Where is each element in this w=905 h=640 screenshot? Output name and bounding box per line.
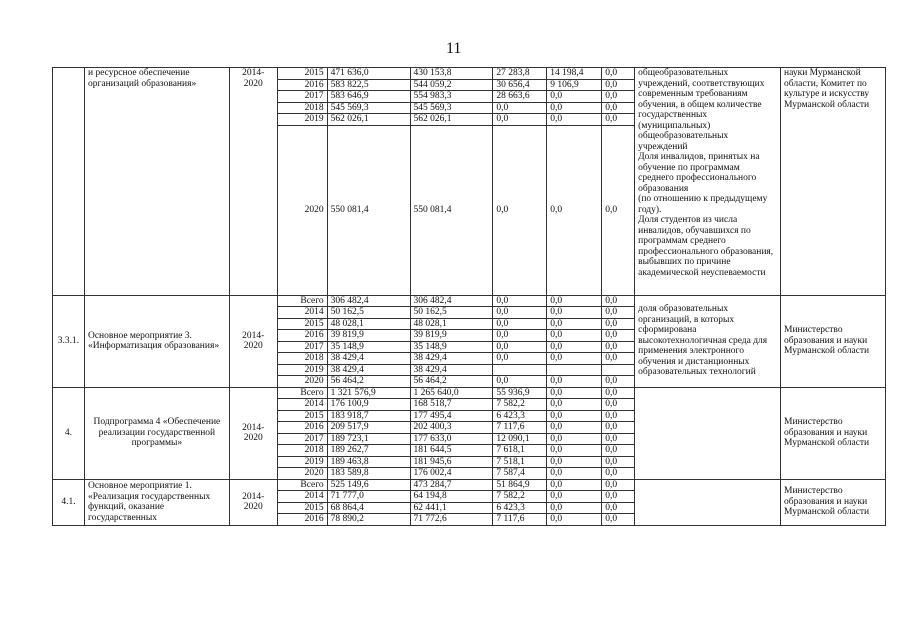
value-cell bbox=[547, 364, 602, 376]
value-cell: 7 117,6 bbox=[493, 514, 547, 526]
year-cell: 2014 bbox=[277, 307, 327, 319]
total-cell: 39 819,9 bbox=[327, 330, 410, 342]
value-cell: 30 656,4 bbox=[493, 79, 547, 91]
value-cell: 0,0 bbox=[493, 376, 547, 388]
total-cell: 35 148,9 bbox=[327, 341, 410, 353]
value-cell: 0,0 bbox=[602, 376, 635, 388]
row-number bbox=[53, 68, 85, 296]
value-cell: 0,0 bbox=[602, 307, 635, 319]
value-cell: 0,0 bbox=[602, 445, 635, 457]
value-cell: 0,0 bbox=[602, 456, 635, 468]
row-number: 3.3.1. bbox=[53, 295, 85, 387]
value-cell: 562 026,1 bbox=[410, 114, 493, 126]
year-cell: 2020 bbox=[277, 468, 327, 480]
executor-cell: Министерство образования и науки Мурманской области bbox=[781, 387, 886, 479]
value-cell: 473 284,7 bbox=[410, 479, 493, 491]
total-cell: 550 081,4 bbox=[327, 125, 410, 295]
executor-cell: науки Мурманской области, Комитет по культуре и искусству Мурманской области bbox=[781, 68, 886, 296]
value-cell: 0,0 bbox=[602, 410, 635, 422]
activity-name: Подпрограмма 4 «Обеспечение реализации государственной программы» bbox=[84, 387, 229, 479]
total-cell: 71 777,0 bbox=[327, 491, 410, 503]
value-cell: 0,0 bbox=[547, 479, 602, 491]
term-cell: 2014- 2020 bbox=[229, 387, 277, 479]
value-cell: 0,0 bbox=[602, 91, 635, 103]
value-cell: 7 587,4 bbox=[493, 468, 547, 480]
value-cell: 71 772,6 bbox=[410, 514, 493, 526]
value-cell: 0,0 bbox=[547, 502, 602, 514]
total-cell: 78 890,2 bbox=[327, 514, 410, 526]
value-cell: 545 569,3 bbox=[410, 102, 493, 114]
year-cell: 2018 bbox=[277, 445, 327, 457]
value-cell: 181 644,5 bbox=[410, 445, 493, 457]
budget-table bbox=[52, 67, 886, 526]
total-cell: 583 822,5 bbox=[327, 79, 410, 91]
value-cell: 7 117,6 bbox=[493, 422, 547, 434]
value-cell: 0,0 bbox=[602, 341, 635, 353]
value-cell: 0,0 bbox=[602, 468, 635, 480]
total-cell: 38 429,4 bbox=[327, 353, 410, 365]
executor-cell: Министерство образования и науки Мурманской области bbox=[781, 479, 886, 525]
year-cell: 2016 bbox=[277, 330, 327, 342]
value-cell: 38 429,4 bbox=[410, 364, 493, 376]
value-cell bbox=[493, 364, 547, 376]
value-cell: 0,0 bbox=[547, 353, 602, 365]
total-cell: 38 429,4 bbox=[327, 364, 410, 376]
table-row bbox=[53, 68, 886, 80]
value-cell: 0,0 bbox=[602, 102, 635, 114]
value-cell: 0,0 bbox=[493, 307, 547, 319]
total-cell: 189 723,1 bbox=[327, 433, 410, 445]
value-cell: 56 464,2 bbox=[410, 376, 493, 388]
value-cell: 0,0 bbox=[547, 456, 602, 468]
total-cell: 209 517,9 bbox=[327, 422, 410, 434]
value-cell: 0,0 bbox=[493, 295, 547, 307]
value-cell: 554 983,3 bbox=[410, 91, 493, 103]
total-cell: 189 262,7 bbox=[327, 445, 410, 457]
year-cell: 2016 bbox=[277, 422, 327, 434]
total-cell: 50 162,5 bbox=[327, 307, 410, 319]
term-cell: 2014- 2020 bbox=[229, 295, 277, 387]
indicator-cell: доля образовательных организаций, в которых сформирована высокотехнологичная среда для применения электронного обучения и дистанционных образовательных технологий bbox=[635, 295, 781, 387]
value-cell: 0,0 bbox=[602, 125, 635, 295]
term-cell: 2014- 2020 bbox=[229, 68, 277, 296]
value-cell: 0,0 bbox=[547, 91, 602, 103]
value-cell: 0,0 bbox=[602, 479, 635, 491]
value-cell: 306 482,4 bbox=[410, 295, 493, 307]
year-cell: 2014 bbox=[277, 399, 327, 411]
year-cell: 2020 bbox=[277, 376, 327, 388]
value-cell: 0,0 bbox=[547, 491, 602, 503]
indicator-cell bbox=[635, 479, 781, 525]
value-cell: 48 028,1 bbox=[410, 318, 493, 330]
value-cell: 62 441,1 bbox=[410, 502, 493, 514]
year-cell: 2019 bbox=[277, 114, 327, 126]
value-cell: 0,0 bbox=[547, 445, 602, 457]
value-cell: 55 936,9 bbox=[493, 387, 547, 399]
value-cell: 7 582,2 bbox=[493, 399, 547, 411]
year-cell: 2016 bbox=[277, 79, 327, 91]
value-cell: 544 059,2 bbox=[410, 79, 493, 91]
value-cell: 28 663,6 bbox=[493, 91, 547, 103]
value-cell: 38 429,4 bbox=[410, 353, 493, 365]
value-cell: 0,0 bbox=[493, 125, 547, 295]
value-cell: 0,0 bbox=[602, 502, 635, 514]
total-cell: 189 463,8 bbox=[327, 456, 410, 468]
value-cell: 0,0 bbox=[602, 79, 635, 91]
value-cell: 6 423,3 bbox=[493, 410, 547, 422]
value-cell: 0,0 bbox=[547, 433, 602, 445]
value-cell: 0,0 bbox=[547, 341, 602, 353]
value-cell: 0,0 bbox=[493, 318, 547, 330]
total-cell: 545 569,3 bbox=[327, 102, 410, 114]
value-cell: 0,0 bbox=[547, 307, 602, 319]
total-cell: 176 100,9 bbox=[327, 399, 410, 411]
indicator-cell bbox=[635, 387, 781, 479]
value-cell: 0,0 bbox=[602, 295, 635, 307]
total-cell: 562 026,1 bbox=[327, 114, 410, 126]
year-cell: 2015 bbox=[277, 318, 327, 330]
value-cell: 39 819,9 bbox=[410, 330, 493, 342]
year-cell: 2015 bbox=[277, 502, 327, 514]
value-cell: 0,0 bbox=[547, 114, 602, 126]
value-cell: 0,0 bbox=[602, 387, 635, 399]
total-cell: 183 589,8 bbox=[327, 468, 410, 480]
value-cell: 177 633,0 bbox=[410, 433, 493, 445]
value-cell: 181 945,6 bbox=[410, 456, 493, 468]
total-cell: 68 864,4 bbox=[327, 502, 410, 514]
row-number: 4.1. bbox=[53, 479, 85, 525]
value-cell: 27 283,8 bbox=[493, 68, 547, 80]
total-cell: 583 646,9 bbox=[327, 91, 410, 103]
total-cell: 183 918,7 bbox=[327, 410, 410, 422]
value-cell: 1 265 640,0 bbox=[410, 387, 493, 399]
table-row bbox=[53, 295, 886, 307]
value-cell: 0,0 bbox=[602, 353, 635, 365]
value-cell: 50 162,5 bbox=[410, 307, 493, 319]
value-cell: 0,0 bbox=[547, 399, 602, 411]
value-cell: 9 106,9 bbox=[547, 79, 602, 91]
year-cell: 2015 bbox=[277, 68, 327, 80]
value-cell: 202 400,3 bbox=[410, 422, 493, 434]
page-number: 11 bbox=[446, 40, 462, 57]
activity-name: Основное мероприятие 3. «Информатизация образования» bbox=[84, 295, 229, 387]
value-cell: 0,0 bbox=[602, 433, 635, 445]
value-cell: 51 864,9 bbox=[493, 479, 547, 491]
value-cell: 0,0 bbox=[602, 399, 635, 411]
value-cell: 0,0 bbox=[547, 125, 602, 295]
value-cell: 168 518,7 bbox=[410, 399, 493, 411]
year-cell: 2018 bbox=[277, 353, 327, 365]
value-cell: 7 582,2 bbox=[493, 491, 547, 503]
year-cell: 2019 bbox=[277, 456, 327, 468]
value-cell: 0,0 bbox=[602, 318, 635, 330]
value-cell: 35 148,9 bbox=[410, 341, 493, 353]
year-cell: 2015 bbox=[277, 410, 327, 422]
value-cell: 0,0 bbox=[602, 491, 635, 503]
value-cell: 0,0 bbox=[547, 376, 602, 388]
value-cell: 0,0 bbox=[547, 387, 602, 399]
value-cell: 177 495,4 bbox=[410, 410, 493, 422]
value-cell: 550 081,4 bbox=[410, 125, 493, 295]
value-cell: 0,0 bbox=[547, 330, 602, 342]
year-cell: Всего bbox=[277, 479, 327, 491]
year-cell: 2019 bbox=[277, 364, 327, 376]
activity-name: Основное мероприятие 1. «Реализация государственных функций, оказание государственных bbox=[84, 479, 229, 525]
value-cell: 7 518,1 bbox=[493, 456, 547, 468]
value-cell: 0,0 bbox=[547, 468, 602, 480]
value-cell: 0,0 bbox=[493, 341, 547, 353]
total-cell: 1 321 576,9 bbox=[327, 387, 410, 399]
value-cell: 0,0 bbox=[547, 102, 602, 114]
value-cell: 0,0 bbox=[547, 318, 602, 330]
year-cell: 2014 bbox=[277, 491, 327, 503]
table-row bbox=[53, 479, 886, 491]
year-cell: 2017 bbox=[277, 91, 327, 103]
table-row bbox=[53, 387, 886, 399]
year-cell: 2016 bbox=[277, 514, 327, 526]
value-cell: 0,0 bbox=[602, 514, 635, 526]
row-number: 4. bbox=[53, 387, 85, 479]
total-cell: 525 149,6 bbox=[327, 479, 410, 491]
term-cell: 2014- 2020 bbox=[229, 479, 277, 525]
value-cell: 0,0 bbox=[547, 422, 602, 434]
value-cell: 64 194,8 bbox=[410, 491, 493, 503]
value-cell: 0,0 bbox=[547, 295, 602, 307]
value-cell: 0,0 bbox=[602, 114, 635, 126]
value-cell: 0,0 bbox=[493, 114, 547, 126]
value-cell: 0,0 bbox=[547, 514, 602, 526]
value-cell: 430 153,8 bbox=[410, 68, 493, 80]
value-cell: 0,0 bbox=[602, 422, 635, 434]
year-cell: 2017 bbox=[277, 341, 327, 353]
total-cell: 48 028,1 bbox=[327, 318, 410, 330]
value-cell: 0,0 bbox=[602, 330, 635, 342]
year-cell: 2018 bbox=[277, 102, 327, 114]
value-cell: 0,0 bbox=[493, 330, 547, 342]
total-cell: 56 464,2 bbox=[327, 376, 410, 388]
total-cell: 306 482,4 bbox=[327, 295, 410, 307]
value-cell: 0,0 bbox=[547, 410, 602, 422]
year-cell: Всего bbox=[277, 387, 327, 399]
value-cell: 14 198,4 bbox=[547, 68, 602, 80]
indicator-cell: общеобразовательных учреждений, соответствующих современным требованиям обучения, в общем количестве государственных (муниципальных) общеобразовательных учреждений Доля инвалидов, принятых на обучение по программам среднего профессионального образования (по отношению к предыдущему году). Доля студентов из числа инвалидов, обучавшихся по программам среднего профессионального образования, выбывших по причине академической неуспеваемости bbox=[635, 68, 781, 296]
value-cell: 0,0 bbox=[493, 102, 547, 114]
total-cell: 471 636,0 bbox=[327, 68, 410, 80]
activity-name: и ресурсное обеспечение организаций образования» bbox=[84, 68, 229, 296]
value-cell bbox=[602, 364, 635, 376]
value-cell: 0,0 bbox=[602, 68, 635, 80]
year-cell: Всего bbox=[277, 295, 327, 307]
value-cell: 0,0 bbox=[493, 353, 547, 365]
value-cell: 7 618,1 bbox=[493, 445, 547, 457]
value-cell: 12 090,1 bbox=[493, 433, 547, 445]
year-cell: 2017 bbox=[277, 433, 327, 445]
year-cell: 2020 bbox=[277, 125, 327, 295]
executor-cell: Министерство образования и науки Мурманской области bbox=[781, 295, 886, 387]
value-cell: 6 423,3 bbox=[493, 502, 547, 514]
value-cell: 176 002,4 bbox=[410, 468, 493, 480]
